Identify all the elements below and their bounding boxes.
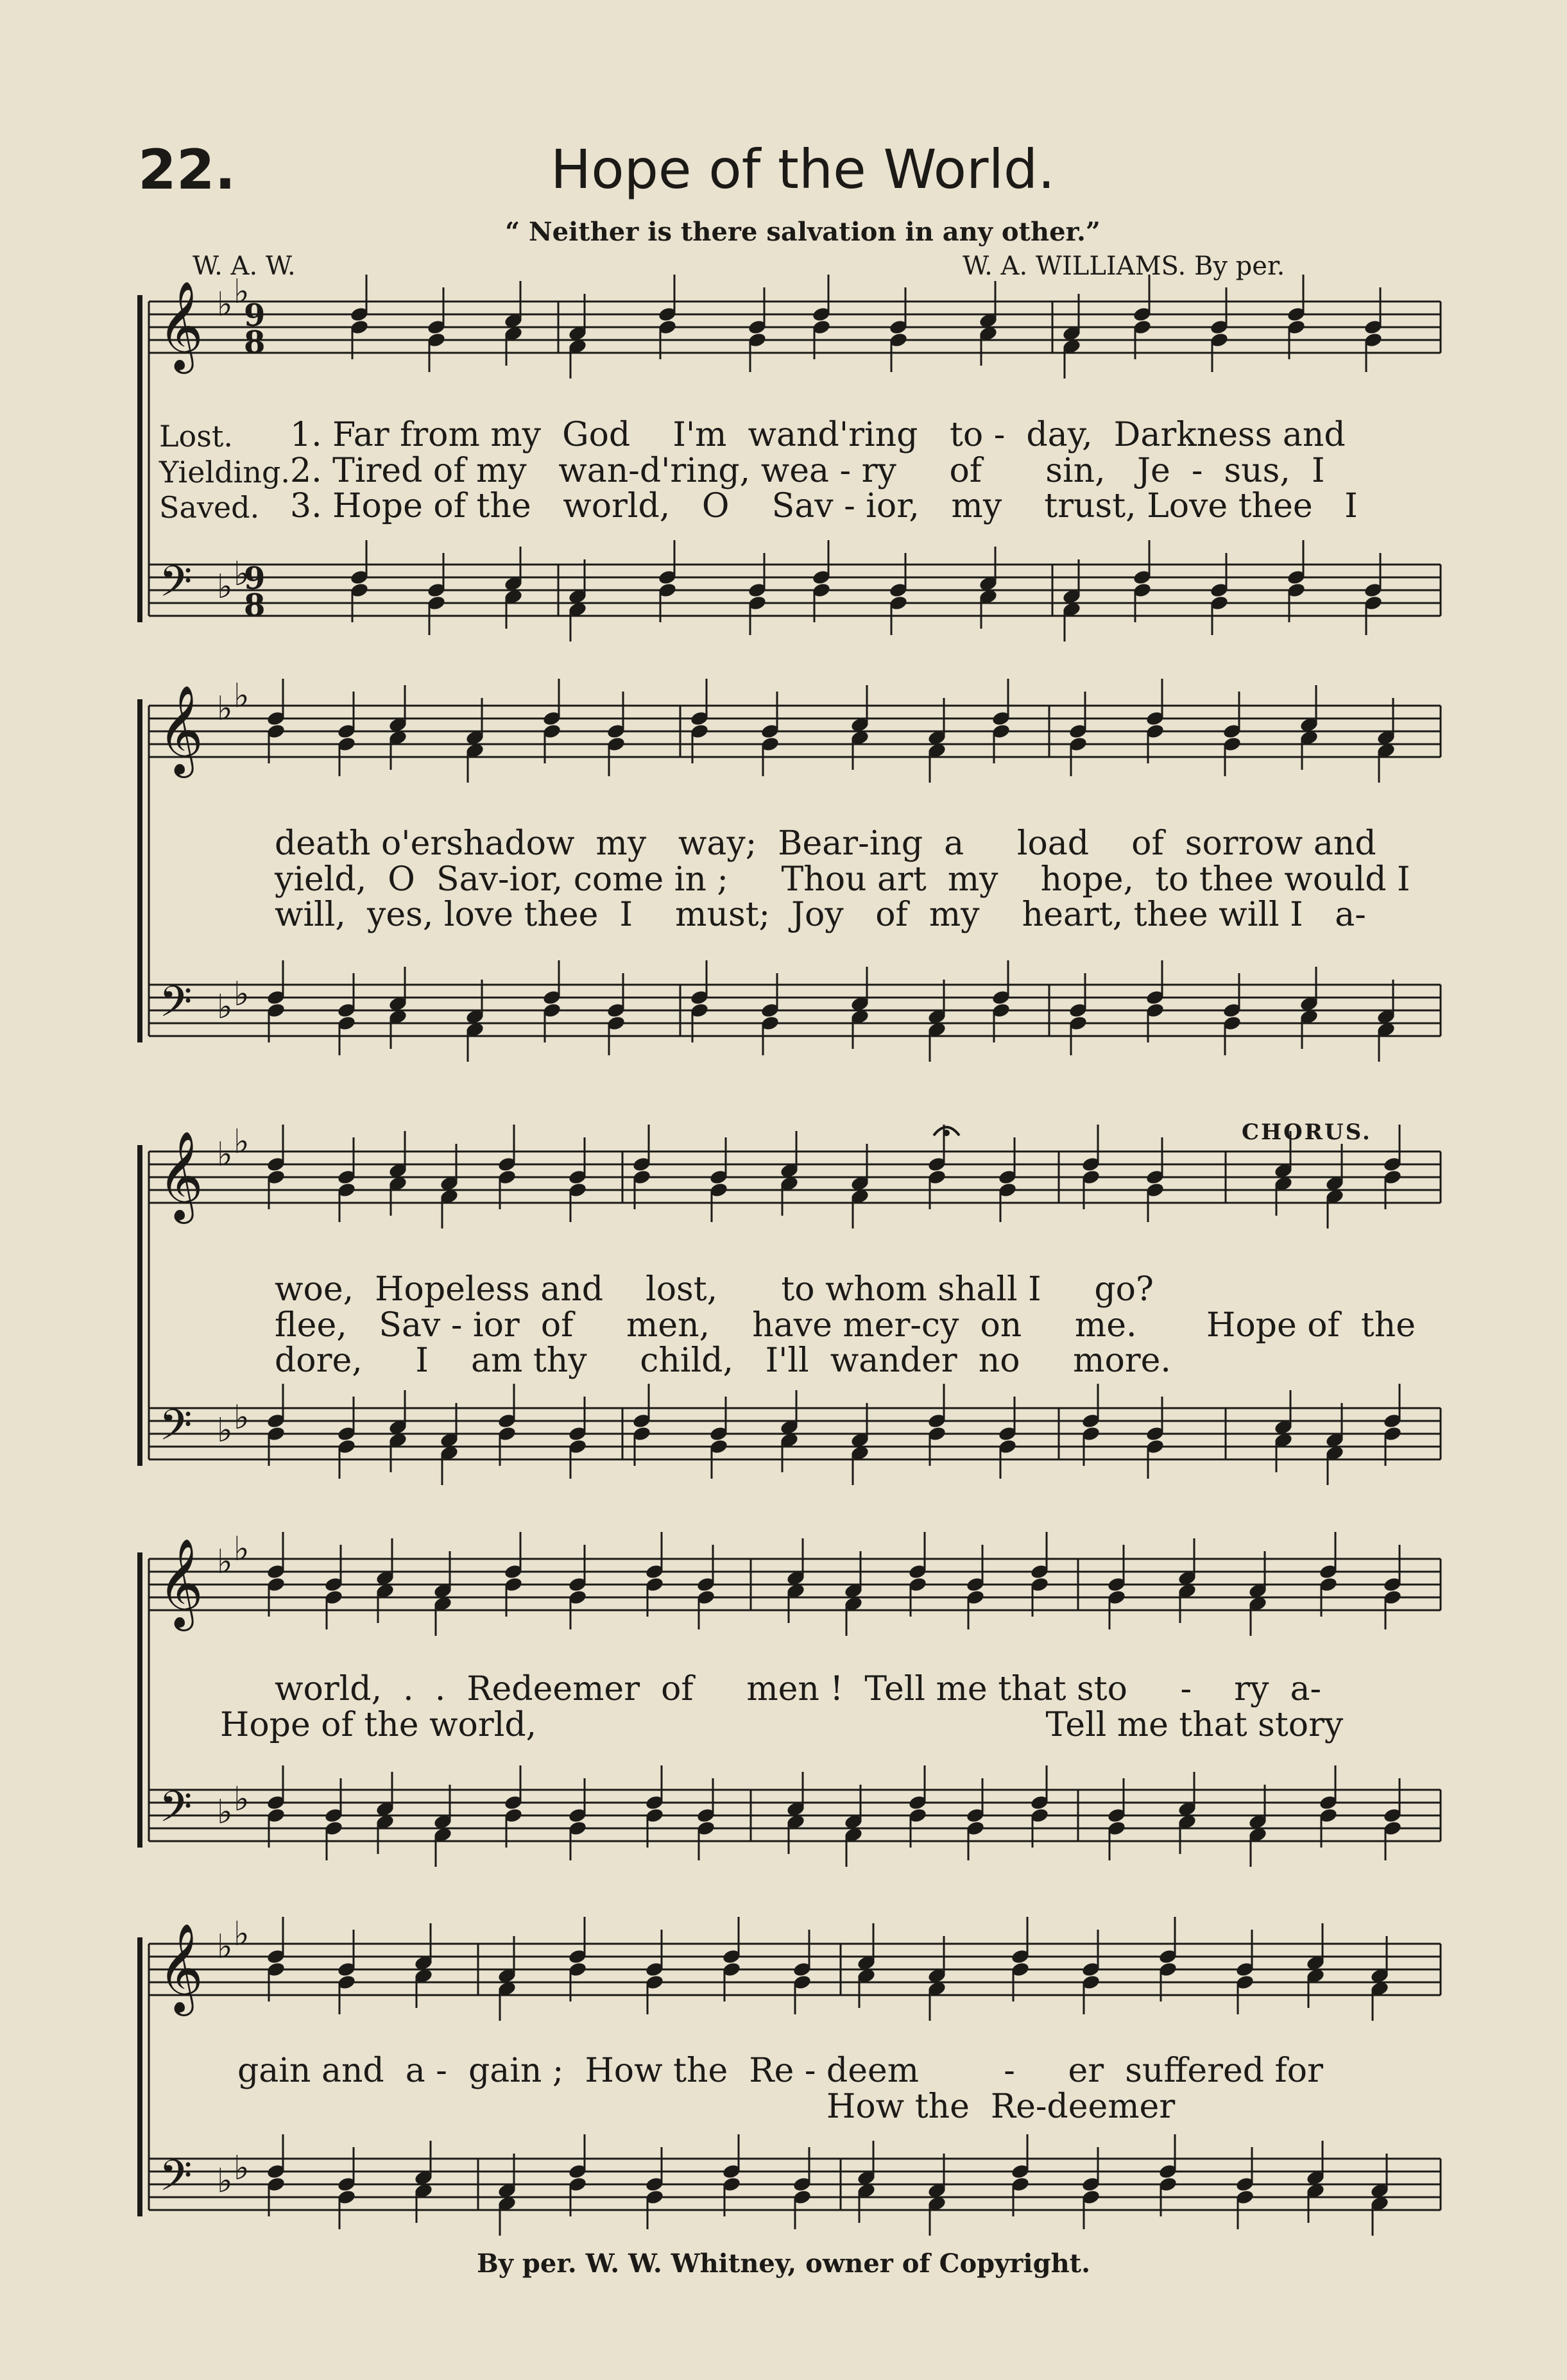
lyric-line: world, . . Redeemer of men ! Tell me that sto - ry a- — [275, 1670, 1322, 1708]
lyric-line: gain and a - gain ; How the Re - deem - er suffered for — [237, 2052, 1323, 2090]
music-credit: W. A. WILLIAMS. By per. — [963, 251, 1285, 281]
flat-sign: ♭ — [217, 988, 233, 1026]
flat-sign: ♭ — [217, 1135, 233, 1174]
flat-sign: ♭ — [217, 1928, 233, 1966]
flat-sign: ♭ — [234, 1915, 250, 1953]
treble-clef: 𝄞 — [158, 685, 203, 774]
flat-sign: ♭ — [217, 568, 233, 606]
flat-sign: ♭ — [217, 2162, 233, 2200]
bass-clef: 𝄢 — [159, 1782, 193, 1842]
lyric-line: 1. Far from my God I'm wand'ring to - day, Darkness and — [290, 416, 1346, 454]
time-signature: 9 — [244, 561, 266, 597]
bass-clef: 𝄢 — [159, 1400, 193, 1460]
lyric-line: How the Re-deemer — [826, 2087, 1176, 2126]
time-signature: 8 — [244, 325, 266, 361]
flat-sign: ♭ — [217, 690, 233, 728]
copyright-footer: By per. W. W. Whitney, owner of Copyright. — [476, 2248, 1091, 2279]
flat-sign: ♭ — [217, 1793, 233, 1832]
lyric-line: yield, O Sav-ior, come in ; Thou art my hope, to thee would I — [275, 860, 1410, 899]
flat-sign: ♭ — [234, 1123, 250, 1161]
flat-sign: ♭ — [217, 1543, 233, 1581]
treble-clef: 𝄞 — [158, 1131, 203, 1220]
flat-sign: ♭ — [234, 1398, 250, 1437]
lyric-line: 3. Hope of the world, O Sav - ior, my trust, Love thee I — [290, 487, 1358, 525]
lyric-line: death o'ershadow my way; Bear-ing a load of sorrow and — [275, 824, 1376, 863]
flat-sign: ♭ — [234, 2149, 250, 2188]
words-credit: W. A. W. — [193, 251, 296, 281]
flat-sign: ♭ — [217, 285, 233, 324]
chorus-label: CHORUS. — [1242, 1119, 1372, 1145]
bass-clef: 𝄢 — [159, 977, 193, 1037]
treble-clef: 𝄞 — [158, 1538, 203, 1628]
flat-sign: ♭ — [234, 677, 250, 715]
lyric-line: 2. Tired of my wan-d'ring, wea - ry of sin, Je - sus, I — [290, 452, 1325, 490]
bass-clef: 𝄢 — [159, 2151, 193, 2211]
hymn-title: Hope of the World. — [551, 138, 1055, 201]
time-signature: 8 — [244, 588, 266, 624]
flat-sign: ♭ — [217, 1411, 233, 1450]
flat-sign: ♭ — [234, 555, 250, 593]
lyric-line: will, yes, love thee I must; Joy of my heart, thee will I a- — [275, 896, 1366, 934]
verse-label-2: Yielding. — [159, 455, 291, 489]
verse-label-3: Saved. — [159, 490, 260, 525]
flat-sign: ♭ — [234, 273, 250, 311]
flat-sign: ♭ — [234, 1530, 250, 1568]
time-signature: 9 — [244, 298, 266, 334]
lyric-line: dore, I am thy child, I'll wander no more. — [275, 1341, 1171, 1380]
flat-sign: ♭ — [234, 975, 250, 1014]
lyric-line: Hope of the world, Tell me that story — [220, 1706, 1344, 1744]
chorus-start-lyric: Hope of the — [1206, 1306, 1416, 1345]
verse-label-1: Lost. — [159, 419, 233, 454]
hymn-number: 22. — [138, 138, 236, 202]
epigraph: “ Neither is there salvation in any other.” — [505, 217, 1100, 247]
fermata-dot — [943, 1130, 950, 1136]
treble-clef: 𝄞 — [158, 1923, 203, 2012]
flat-sign: ♭ — [234, 1780, 250, 1819]
lyric-line: flee, Sav - ior of men, have mer-cy on me. — [275, 1306, 1137, 1345]
lyric-line: woe, Hopeless and lost, to whom shall I go? — [275, 1270, 1154, 1309]
treble-clef: 𝄞 — [158, 281, 203, 370]
bass-clef: 𝄢 — [159, 557, 193, 616]
